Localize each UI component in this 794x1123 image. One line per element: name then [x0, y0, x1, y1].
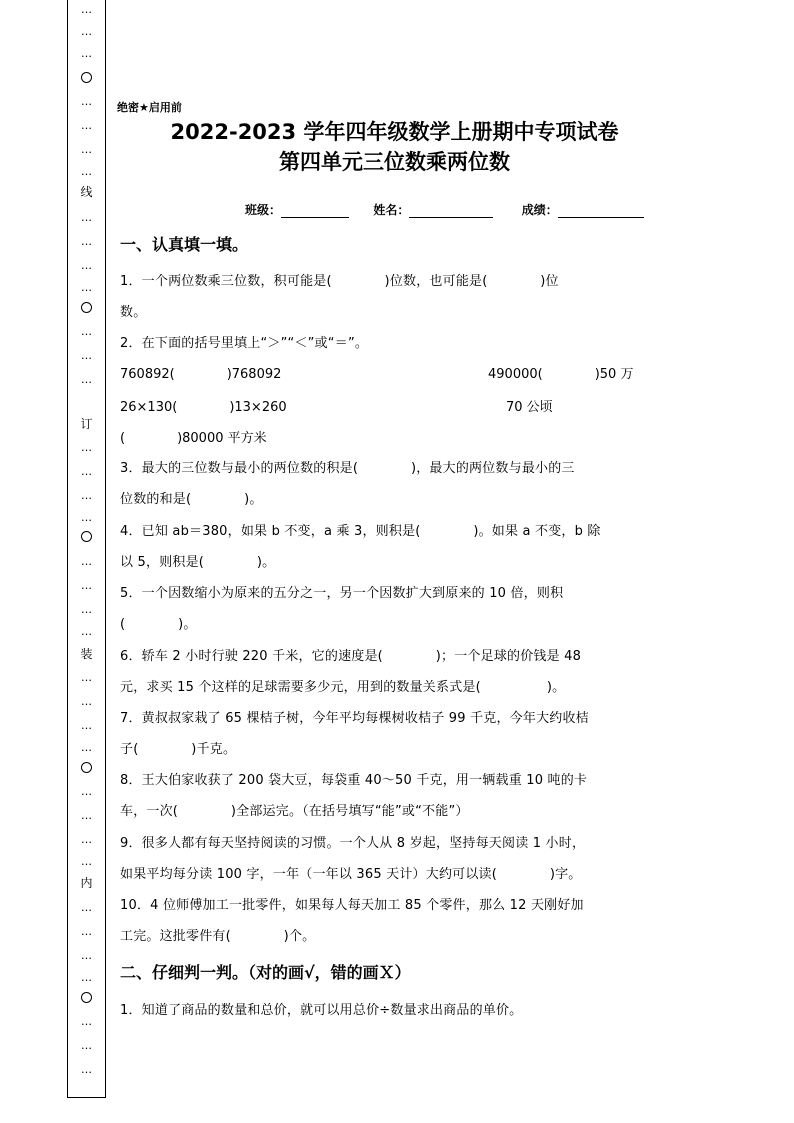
question-line: 9．很多人都有每天坚持阅读的习惯。一个人从 8 岁起，坚持每天阅读 1 小时， [120, 836, 586, 851]
question-line: 10．4 位师傅加工一批零件，如果每人每天加工 85 个零件，那么 12 天刚好加 [120, 898, 584, 913]
binding-label-zhuang: 装 [80, 647, 93, 661]
question-line: 以 5，则积是( )。 [120, 555, 276, 570]
binding-dots: … [81, 1015, 92, 1028]
binding-circle-icon [68, 992, 105, 1003]
class-label: 班级： [245, 203, 282, 217]
binding-dots: … [81, 259, 92, 272]
question-line: 元，求买 15 个这样的足球需要多少元，用到的数量关系式是( )。 [120, 680, 566, 695]
binding-dots: … [81, 741, 92, 754]
binding-dots: … [81, 603, 92, 616]
binding-dots: … [81, 25, 92, 38]
question-line: 子( )千克。 [120, 742, 237, 757]
binding-dots: … [81, 235, 92, 248]
binding-circle-icon [68, 302, 105, 313]
compare-item: ( )80000 平方米 [120, 431, 267, 446]
question-line: 4．已知 ab＝380，如果 b 不变，a 乘 3，则积是( )。如果 a 不变，b 除 [120, 524, 601, 539]
question-line: 工完。这批零件有( )个。 [120, 929, 316, 944]
binding-dots: … [81, 833, 92, 846]
secret-label: 绝密★启用前 [117, 101, 182, 114]
binding-dots: … [81, 555, 92, 568]
binding-dots: … [81, 671, 92, 684]
binding-dots: … [81, 373, 92, 386]
binding-dots: … [81, 441, 92, 454]
question-line: 6．轿车 2 小时行驶 220 千米，它的速度是( )；一个足球的价钱是 48 [120, 649, 582, 664]
section-heading-fill: 一、认真填一填。 [120, 235, 249, 254]
score-label: 成绩： [521, 203, 558, 217]
question-line: 5．一个因数缩小为原来的五分之一，另一个因数扩大到原来的 10 倍，则积 [120, 586, 564, 601]
binding-dots: … [81, 281, 92, 294]
binding-dots: … [81, 489, 92, 502]
compare-item: 490000( )50 万 [488, 367, 634, 382]
binding-dots: … [81, 855, 92, 868]
question-line: ( )。 [120, 617, 197, 632]
binding-circle-icon [68, 72, 105, 83]
binding-dots: … [81, 119, 92, 132]
question-line: 1．知道了商品的数量和总价，就可以用总价÷数量求出商品的单价。 [120, 1003, 523, 1018]
binding-dots: … [81, 719, 92, 732]
question-line: 2．在下面的括号里填上“＞”“＜”或“＝”。 [120, 336, 369, 351]
page-title: 2022-2023 学年四年级数学上册期中专项试卷 [170, 120, 619, 144]
binding-dots: … [81, 165, 92, 178]
binding-dots: … [81, 349, 92, 362]
name-field[interactable] [409, 205, 493, 218]
score-field[interactable] [558, 205, 644, 218]
binding-dots: … [81, 95, 92, 108]
binding-label-ding: 订 [80, 417, 93, 431]
binding-label-nei: 内 [80, 876, 93, 890]
binding-circle-icon [68, 762, 105, 773]
binding-dots: … [81, 465, 92, 478]
binding-dots: … [81, 511, 92, 524]
compare-item: 26×130( )13×260 [120, 400, 287, 415]
binding-dots: … [81, 579, 92, 592]
binding-dots: … [81, 901, 92, 914]
question-line: 车，一次( )全部运完。（在括号填写“能”或“不能”） [120, 804, 469, 819]
binding-dots: … [81, 785, 92, 798]
binding-dots: … [81, 143, 92, 156]
section-heading-judge: 二、仔细判一判。（对的画√，错的画Ｘ） [120, 963, 411, 982]
page-subtitle: 第四单元三位数乘两位数 [279, 150, 510, 174]
question-line: 如果平均每分读 100 字，一年（一年以 365 天计）大约可以读( )字。 [120, 867, 582, 882]
binding-dots: … [81, 625, 92, 638]
question-line: 8．王大伯家收获了 200 袋大豆，每袋重 40～50 千克，用一辆载重 10 吨的卡 [120, 773, 588, 788]
binding-dots: … [81, 695, 92, 708]
binding-dots: … [81, 949, 92, 962]
question-line: 数。 [120, 305, 147, 320]
binding-label-xian: 线 [80, 185, 93, 199]
compare-item: 70 公顷 [506, 400, 553, 415]
question-line: 7．黄叔叔家栽了 65 棵桔子树，今年平均每棵树收桔子 99 千克，今年大约收桔 [120, 711, 589, 726]
binding-dots: … [81, 3, 92, 16]
binding-dots: … [81, 971, 92, 984]
question-line: 位数的和是( )。 [120, 492, 263, 507]
binding-dots: … [81, 1063, 92, 1076]
binding-margin [67, 0, 106, 1098]
binding-dots: … [81, 325, 92, 338]
compare-item: 760892( )768092 [120, 367, 282, 382]
class-field[interactable] [281, 205, 349, 218]
name-label: 姓名： [373, 203, 410, 217]
question-line: 1．一个两位数乘三位数，积可能是( )位数，也可能是( )位 [120, 274, 559, 289]
binding-dots: … [81, 1039, 92, 1052]
binding-dots: … [81, 809, 92, 822]
student-info-row [245, 201, 644, 218]
binding-dots: … [81, 925, 92, 938]
binding-dots: … [81, 47, 92, 60]
binding-circle-icon [68, 531, 105, 542]
binding-dots: … [81, 211, 92, 224]
question-line: 3．最大的三位数与最小的两位数的积是( )，最大的两位数与最小的三 [120, 461, 575, 476]
